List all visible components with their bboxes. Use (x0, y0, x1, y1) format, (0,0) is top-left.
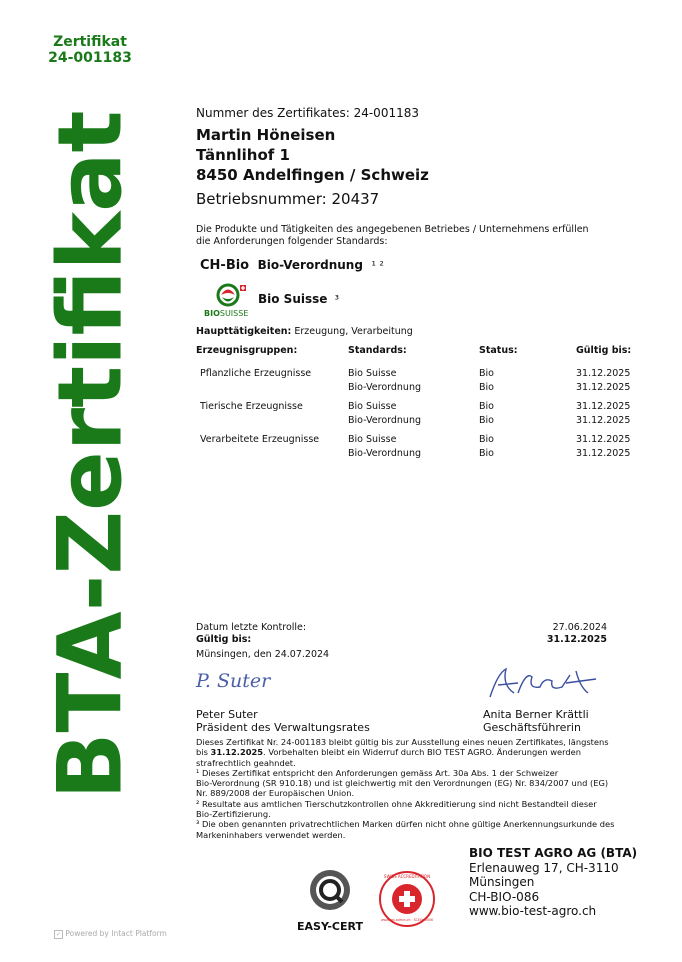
signer-2-role: Geschäftsführerin (483, 721, 581, 734)
header-standards: Standards: (348, 345, 407, 356)
header-status: Status: (479, 345, 518, 356)
footnote-line: Bio-Verordnung (SR 910.18) und ist gleichwertig mit den Verordnungen (EG) Nr. 834/2007 und (EG) (196, 778, 609, 789)
footnote-line: Dieses Zertifikat Nr. 24-001183 bleibt gültig bis zur Ausstellung eines neuen Zertifikates, längstens (196, 737, 609, 747)
signer-1-name: Peter Suter (196, 708, 258, 721)
holder-block (196, 125, 429, 185)
main-activities (196, 326, 413, 338)
signer-1-role: Präsident des Verwaltungsrates (196, 721, 370, 734)
standard-name: Bio-Verordnung (257, 258, 363, 272)
intro-line-2: die Anforderungen folgender Standards: (196, 236, 388, 247)
accreditation-top-text: SWISS ACCREDITATION (383, 874, 431, 879)
bud-icon (204, 282, 252, 308)
standard2-sup: ³ (334, 293, 340, 306)
easy-cert-label: EASY-CERT (297, 920, 363, 933)
footnotes (196, 737, 616, 840)
standard2-name: Bio Suisse (258, 292, 328, 306)
last-control-value: 27.06.2024 (552, 622, 607, 633)
main-activities-value: Erzeugung, Verarbeitung (294, 326, 413, 337)
product-table: Erzeugnisgruppen: Standards: Status: Gültig bis: Pflanzliche Erzeugnisse Bio Suisse Bio 31.12.2025 Bio-Verordnung Bio 31.12.2025 Tierische Erzeugnisse Bio Suisse Bio 31.12.2025 Bio-Verordnung Bio 31.12.2025 Verarbeitete Erzeugnisse Bio Suisse Bio 31.12.2025 Bio-Verordnung Bio 31.12.2025 (196, 345, 632, 459)
company-city: Münsingen (469, 875, 535, 889)
place-date: Münsingen, den 24.07.2024 (196, 649, 330, 660)
signer-2-block (483, 708, 589, 734)
magnifier-icon (290, 868, 370, 920)
holder-name: Martin Höneisen (196, 126, 336, 144)
footnote-line: Markeninhabers verwendet werden. (196, 829, 346, 840)
last-control-label: Datum letzte Kontrolle: (196, 622, 307, 633)
intro-text (196, 224, 589, 248)
holder-street: Tännlihof 1 (196, 146, 290, 164)
company-web[interactable]: www.bio-test-agro.ch (469, 904, 597, 918)
signature-2 (484, 663, 602, 705)
signature-1: P. Suter (196, 670, 271, 692)
control-dates (196, 622, 607, 646)
intro-line-1: Die Produkte und Tätigkeiten des angegebenen Betriebes / Unternehmens erfüllen (196, 224, 589, 235)
header-valid: Gültig bis: (576, 345, 632, 356)
company-street: Erlenauweg 17, CH-3110 (469, 860, 619, 875)
header-groups: Erzeugnisgruppen: (196, 345, 298, 356)
footnote-line: bis 31.12.2025. Vorbehalten bleibt ein Widerruf durch BIO TEST AGRO. Änderungen werden (196, 747, 582, 758)
signer-1-block (196, 708, 370, 734)
powered-by: ✓ Powered by Intact Platform (55, 929, 167, 938)
footnote-line: ¹ Dieses Zertifikat entspricht den Anforderungen gemäss Art. 30a Abs. 1 der Schweizer (196, 767, 559, 778)
footnote-line: ² Resultate aus amtlichen Tierschutzkontrollen ohne Akkreditierung sind nicht Bestandteil dieser (196, 798, 597, 809)
check-icon: ✓ (55, 930, 62, 938)
certificate-number-label: 24-001183 (48, 50, 132, 66)
signer-2-name: Anita Berner Krättli (483, 708, 589, 721)
side-title: BTA-Zertifikat (38, 110, 142, 800)
standard-ch-bio (200, 258, 384, 273)
footnote-line: ³ Die oben genannten privatrechtlichen Marken dürfen nicht ohne gültige Anerkennungsurkunde des (196, 819, 615, 830)
business-number: Betriebsnummer: 20437 (196, 190, 380, 208)
bio-suisse-logo-text: BIOSUISSE (204, 309, 249, 318)
standard-code: CH-Bio (200, 258, 250, 273)
certificate-label: Zertifikat (53, 34, 127, 50)
side-title-wrapper (0, 0, 180, 962)
main-activities-label: Haupttätigkeiten: (196, 326, 292, 337)
swiss-accreditation-logo (378, 870, 436, 928)
company-block (469, 846, 637, 919)
valid-until-label: Gültig bis: (196, 634, 252, 645)
cert-number-line: Nummer des Zertifikates: 24-001183 (196, 106, 419, 120)
footnote-line: strafrechtlich geahndet. (196, 757, 296, 768)
footnote-line: Bio-Zertifizierung. (196, 809, 271, 820)
bio-suisse-logo (204, 282, 252, 320)
easy-cert-logo (290, 868, 370, 936)
company-name: BIO TEST AGRO AG (BTA) (469, 846, 638, 860)
accreditation-bottom-text: www.sas.admin.ch · SCESp 0006 (380, 918, 434, 922)
standard-bio-suisse (258, 292, 339, 306)
footnote-line: Nr. 889/2008 der Europäischen Union. (196, 788, 355, 799)
standard-sup: ¹ ² (371, 259, 384, 272)
valid-until-value: 31.12.2025 (546, 634, 607, 645)
company-code: CH-BIO-086 (469, 889, 540, 904)
holder-city: 8450 Andelfingen / Schweiz (196, 166, 429, 184)
